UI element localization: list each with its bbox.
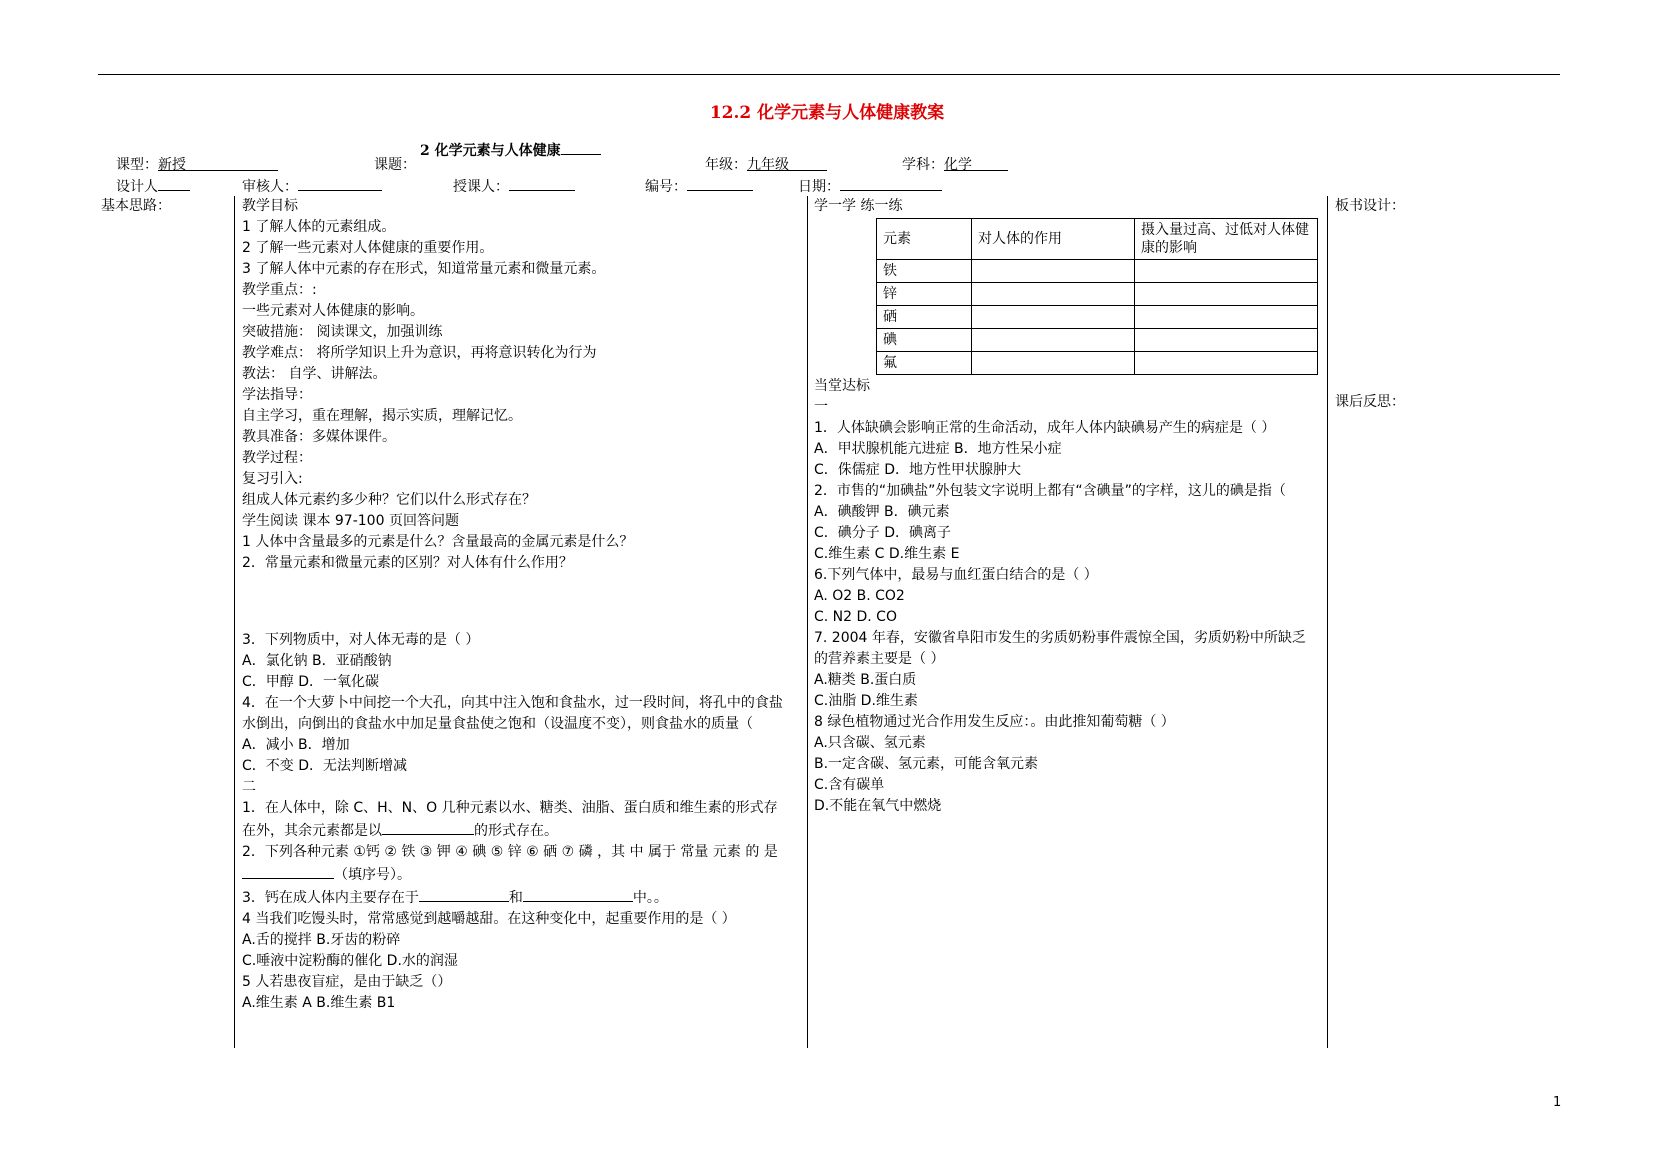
quiz-line: 的营养素主要是（ ） (814, 651, 945, 667)
table-header-cell: 摄入量过高、过低对人体健康的影响 (1135, 219, 1318, 260)
exercise-line: C.唾液中淀粉酶的催化 D.水的润湿 (242, 953, 458, 969)
plan-line: 1 了解人体的元素组成。 (242, 219, 396, 235)
plan-line: 一些元素对人体健康的影响。 (242, 303, 424, 319)
table-cell: 碘 (877, 329, 972, 352)
course-type-label: 课型： (116, 157, 158, 173)
grade-field (705, 155, 827, 176)
header-rule (98, 74, 1560, 75)
grade-label: 年级： (705, 157, 747, 173)
quiz-column (814, 376, 1306, 817)
plan-line: 3 了解人体中元素的存在形式，知道常量元素和微量元素。 (242, 261, 606, 277)
exercise-line: 二 (242, 779, 256, 795)
exercise-column (242, 630, 783, 1014)
quiz-line: B.一定含碳、氢元素，可能含氧元素 (814, 756, 1039, 772)
q3-blank-2 (523, 886, 633, 902)
teaching-plan-column (242, 196, 633, 574)
topic-field (374, 155, 416, 176)
table-row (877, 329, 1318, 352)
q1-tail: 的形式存在。 (474, 823, 558, 839)
quiz-line: 1．人体缺碘会影响正常的生命活动，成年人体内缺碘易产生的病症是（ ） (814, 420, 1276, 436)
plan-line: 教法： 自学、讲解法。 (242, 366, 387, 382)
table-row (877, 352, 1318, 375)
table-row (877, 260, 1318, 283)
grade-blank (747, 155, 827, 171)
designer-field (116, 175, 190, 198)
exercise-line: A.舌的搅拌 B.牙齿的粉碎 (242, 932, 401, 948)
plan-line: 教具准备：多媒体课件。 (242, 429, 396, 445)
quiz-line: 当堂达标 (814, 378, 870, 394)
plan-line: 教学难点： 将所学知识上升为意识，再将意识转化为行为 (242, 345, 597, 361)
exercise-line: A．减小 B．增加 (242, 737, 350, 753)
reflection-label: 课后反思： (1335, 394, 1405, 410)
table-cell (1135, 260, 1318, 283)
table-cell: 铁 (877, 260, 972, 283)
plan-line: 1 人体中含量最多的元素是什么？含量最高的金属元素是什么？ (242, 534, 634, 550)
reviewer-field (242, 175, 382, 198)
date-field (798, 175, 942, 198)
exercise-line: 1．在人体中，除 C、H、N、O 几种元素以水、糖类、油脂、蛋白质和维生素的形式存 (242, 800, 778, 816)
plan-line: 教学重点：: (242, 282, 317, 298)
quiz-line: A. O2 B. CO2 (814, 588, 905, 604)
reviewer-blank (298, 175, 382, 191)
fill-in-question-2-cont (242, 863, 783, 886)
plan-line: 2．常量元素和微量元素的区别？对人体有什么作用？ (242, 555, 573, 571)
table-header-cell: 对人体的作用 (972, 219, 1135, 260)
teacher-field (453, 175, 575, 198)
number-field (645, 175, 753, 198)
number-label: 编号： (645, 179, 687, 195)
quiz-line: A.只含碳、氢元素 (814, 735, 926, 751)
q3-and: 和 (508, 890, 523, 906)
q2-blank (242, 863, 334, 879)
quiz-line: A．碘酸钾 B．碘元素 (814, 504, 950, 520)
q3-head: 3．钙在成人体内主要存在于 (242, 890, 419, 906)
exercise-line: 3．下列物质中，对人体无毒的是（ ） (242, 632, 480, 648)
table-cell (1135, 352, 1318, 375)
quiz-line: C. N2 D. CO (814, 609, 897, 625)
plan-line: 突破措施： 阅读课文，加强训练 (242, 324, 443, 340)
quiz-line: 一 (814, 399, 828, 415)
plan-line: 教学目标 (242, 198, 298, 214)
quiz-line: D.不能在氧气中燃烧 (814, 798, 942, 814)
quiz-line: A．甲状腺机能亢进症 B．地方性呆小症 (814, 441, 1062, 457)
subtitle-blank (561, 139, 601, 155)
q3-blank-1 (419, 886, 509, 902)
course-type-field (116, 155, 278, 176)
subject-blank (944, 155, 1008, 171)
number-blank (687, 175, 753, 191)
page-number: 1 (1553, 1095, 1562, 1110)
exercise-line: C．不变 D．无法判断增减 (242, 758, 408, 774)
quiz-line: C.维生素 C D.维生素 E (814, 546, 960, 562)
quiz-line: A.糖类 B.蛋白质 (814, 672, 917, 688)
fill-in-question-3 (242, 886, 783, 909)
table-header-cell: 元素 (877, 219, 972, 260)
designer-blank (158, 175, 190, 191)
exercise-line: C．甲醇 D．一氧化碳 (242, 674, 380, 690)
plan-line: 自主学习，重在理解，揭示实质，理解记忆。 (242, 408, 522, 424)
table-cell (1135, 306, 1318, 329)
table-cell (972, 283, 1135, 306)
table-row (877, 306, 1318, 329)
teacher-label: 授课人： (453, 179, 509, 195)
column-divider-2 (807, 196, 808, 1048)
table-header-row (877, 219, 1318, 260)
element-table (876, 218, 1318, 375)
fill-in-question-2: 2．下列各种元素 ①钙 ② 铁 ③ 钾 ④ 碘 ⑤ 锌 ⑥ 硒 ⑦ 磷 ，其 中 属于 常量 元素 的 是 (242, 844, 778, 860)
exercise-line: A．氯化钠 B．亚硝酸钠 (242, 653, 392, 669)
exercise-line: 水倒出，向倒出的食盐水中加足量食盐使之饱和（设温度不变），则食盐水的质量（ (242, 716, 753, 732)
table-cell (972, 260, 1135, 283)
plan-line: 教学过程： (242, 450, 312, 466)
page-title: 12.2 化学元素与人体健康教案 (709, 103, 945, 123)
quiz-line: C.含有碳单 (814, 777, 885, 793)
plan-line: 2 了解一些元素对人体健康的重要作用。 (242, 240, 494, 256)
topic-label: 课题： (374, 157, 416, 173)
quiz-line: 7. 2004 年春，安徽省阜阳市发生的劣质奶粉事件震惊全国，劣质奶粉中所缺乏 (814, 630, 1306, 646)
plan-line: 学法指导： (242, 387, 312, 403)
designer-label: 设计人 (116, 179, 158, 195)
exercise-line: 4 当我们吃馒头时，常常感觉到越嚼越甜。在这种变化中，起重要作用的是（ ） (242, 911, 736, 927)
plan-line: 复习引入: (242, 471, 303, 487)
subject-value: 化学 (944, 157, 972, 173)
basic-idea-label: 基本思路： (101, 198, 171, 214)
quiz-line: C．侏儒症 D．地方性甲状腺肿大 (814, 462, 1022, 478)
practice-heading: 学一学 练一练 (814, 198, 903, 214)
table-cell: 硒 (877, 306, 972, 329)
teacher-blank (509, 175, 575, 191)
course-type-value: 新授 (158, 157, 186, 173)
quiz-line: C.油脂 D.维生素 (814, 693, 918, 709)
plan-line: 组成人体元素约多少种？它们以什么形式存在？ (242, 492, 536, 508)
quiz-line: 6.下列气体中，最易与血红蛋白结合的是（ ） (814, 567, 1098, 583)
quiz-line: C．碘分子 D．碘离子 (814, 525, 952, 541)
course-type-blank (158, 155, 278, 171)
date-blank (840, 175, 942, 191)
q1-head: 在外，其余元素都是以 (242, 823, 382, 839)
quiz-line: 8 绿色植物通过光合作用发生反应：。由此推知葡萄糖（ ） (814, 714, 1175, 730)
subject-label: 学科： (902, 157, 944, 173)
q2-tail: （填序号）。 (334, 867, 411, 883)
table-cell (972, 306, 1135, 329)
table-row (877, 283, 1318, 306)
q1-blank (382, 819, 474, 835)
date-label: 日期： (798, 179, 840, 195)
column-divider-1 (234, 196, 235, 1048)
table-cell (1135, 283, 1318, 306)
plan-line: 学生阅读 课本 97-100 页回答问题 (242, 513, 459, 529)
exercise-line: 4．在一个大萝卜中间挖一个大孔，向其中注入饱和食盐水，过一段时间，将孔中的食盐 (242, 695, 783, 711)
table-cell (1135, 329, 1318, 352)
grade-value: 九年级 (747, 157, 789, 173)
subtitle-text: 2 化学元素与人体健康 (420, 143, 561, 159)
table-cell (972, 352, 1135, 375)
column-divider-3 (1327, 196, 1328, 1048)
subject-field (902, 155, 1008, 176)
reviewer-label: 审核人： (242, 179, 298, 195)
board-design-label: 板书设计： (1335, 198, 1405, 214)
fill-in-question-1 (242, 819, 783, 842)
table-cell (972, 329, 1135, 352)
q3-tail: 中。。 (632, 890, 668, 906)
exercise-line: 5 人若患夜盲症，是由于缺乏（） (242, 974, 452, 990)
table-cell: 氟 (877, 352, 972, 375)
table-cell: 锌 (877, 283, 972, 306)
lesson-subtitle (420, 139, 601, 162)
quiz-line: 2．市售的“加碘盐”外包装文字说明上都有“含碘量”的字样，这儿的碘是指（ (814, 483, 1286, 499)
exercise-line: A.维生素 A B.维生素 B1 (242, 995, 396, 1011)
